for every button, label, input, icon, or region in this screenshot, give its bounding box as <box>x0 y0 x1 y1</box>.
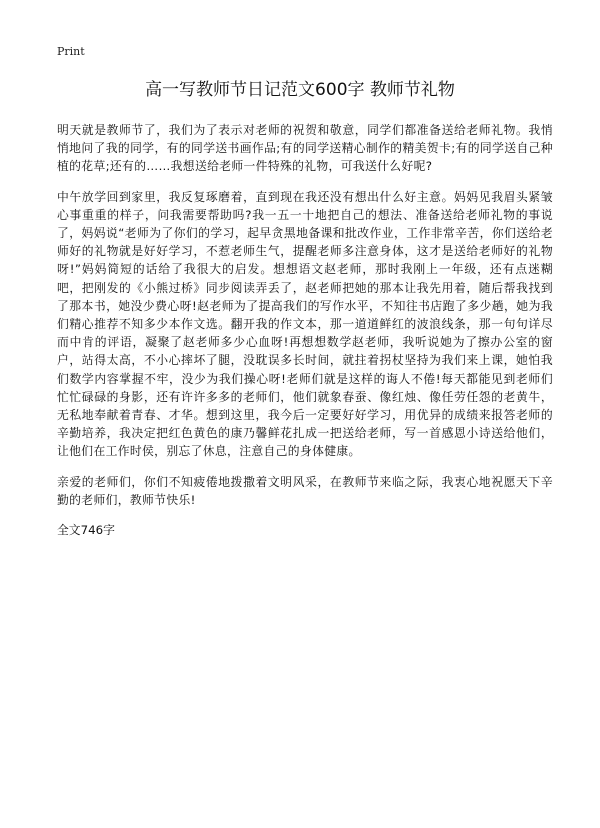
paragraph-closing: 亲爱的老师们，你们不知疲倦地拨撒着文明风采，在教师节来临之际，我衷心地祝愿天下辛勤的老师们，教师节快乐! <box>57 474 553 507</box>
paragraph-main: 中午放学回到家里，我反复琢磨着，直到现在我还没有想出什么好主意。妈妈见我眉头紧皱心事重重的样子，问我需要帮助吗?我一五一十地把自己的想法、准备送给老师礼物的事说了，妈妈说“老师为了你们的学习，起早贪黑地备课和批改作业，工作非常辛苦，你们送给老师好的礼物就是好好学习，不惹老师生气，提醒老师多注意身体，这才是送给老师好的礼物呀!”妈妈简短的话给了我很大的启发。想想语文赵老师，那时我刚上一年级，还有点迷糊吧，把刚发的《小熊过桥》同步阅读弄丢了，赵老师把她的那本让我先用着，随后帮我找到了那本书，她没少费心呀!赵老师为了提高我们的写作水平，不知往书店跑了多少趟，她为我们精心推荐不知多少本作文选。翻开我的作文本，那一道道鲜红的波浪线条，那一句句详尽而中肯的评语，凝聚了赵老师多少心血呀!再想想数学赵老师，我听说她为了擦办公室的窗户，站得太高，不小心摔坏了腿，没耽误多长时间，就拄着拐杖坚持为我们来上课，她怕我们数学内容掌握不牢，没少为我们操心呀!老师们就是这样的诲人不倦!每天都能见到老师们忙忙碌碌的身影，还有许许多多的老师们，他们就象春蚕、像红烛、像任劳任怨的老黄牛，无私地奉献着青春、才华。想到这里，我今后一定要好好学习，用优异的成绩来报答老师的辛勤培养，我决定把红色黄色的康乃馨鲜花扎成一把送给老师，写一首感恩小诗送给他们，让他们在工作时侯，别忘了休息，注意自己的身体健康。 <box>57 189 553 459</box>
print-link[interactable]: Print <box>57 45 85 58</box>
article-body <box>57 121 553 539</box>
word-count: 全文746字 <box>57 523 115 538</box>
page-title: 高一写教师节日记范文600字 教师节礼物 <box>145 80 455 100</box>
paragraph-intro: 明天就是教师节了，我们为了表示对老师的祝贺和敬意，同学们都准备送给老师礼物。我悄悄地问了我的同学，有的同学送书画作品;有的同学送精心制作的精美贺卡;有的同学送自己种植的花草;还有的……我想送给老师一件特殊的礼物，可我送什么好呢? <box>57 123 553 174</box>
